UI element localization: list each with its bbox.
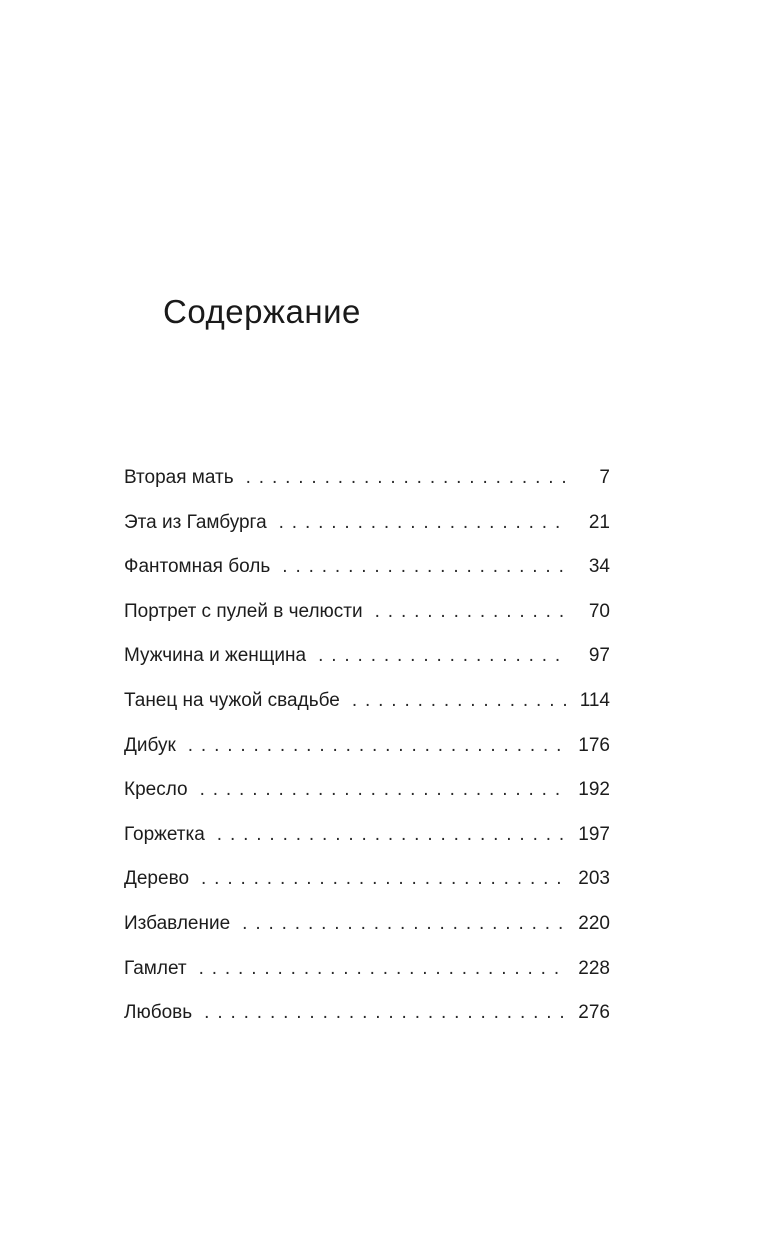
toc-entry-title: Избавление (124, 912, 231, 934)
toc-entry-page: 192 (578, 779, 610, 801)
toc-entry-title: Портрет с пулей в челюсти (124, 600, 363, 622)
toc-entry-title: Горжетка (124, 823, 205, 845)
toc-entry[interactable] (124, 998, 610, 1043)
toc-entry[interactable] (124, 641, 610, 686)
toc-entry[interactable] (124, 552, 610, 597)
toc-dot-leader (201, 864, 566, 894)
toc-entry-title: Гамлет (124, 957, 187, 979)
toc-entry-page: 7 (599, 467, 610, 488)
toc-entry[interactable] (124, 463, 610, 508)
toc-dot-leader (242, 909, 566, 939)
toc-dot-leader (246, 463, 566, 493)
toc-entry-title: Любовь (124, 1002, 193, 1024)
toc-entry-title: Танец на чужой свадьбе (124, 689, 340, 711)
toc-entry-title: Вторая мать (124, 467, 234, 488)
toc-entry[interactable] (124, 597, 610, 642)
toc-entry[interactable] (124, 731, 610, 776)
toc-dot-leader (282, 552, 566, 582)
toc-entry[interactable] (124, 954, 610, 999)
toc-entry-title: Фантомная боль (124, 556, 271, 578)
toc-dot-leader (188, 731, 566, 761)
toc-entry-title: Дерево (124, 868, 190, 890)
toc-dot-leader (200, 775, 566, 805)
toc-entry[interactable] (124, 775, 610, 820)
toc-entry[interactable] (124, 909, 610, 954)
toc-entry-title: Кресло (124, 779, 188, 801)
toc-entry-page: 114 (579, 689, 610, 711)
table-of-contents (124, 463, 610, 1043)
toc-dot-leader (279, 508, 566, 538)
toc-entry[interactable] (124, 686, 610, 731)
toc-dot-leader (199, 954, 566, 984)
page-title: Содержание (163, 293, 361, 330)
toc-entry[interactable] (124, 820, 610, 865)
toc-dot-leader (204, 998, 566, 1028)
toc-entry-page: 197 (578, 823, 610, 845)
toc-entry-title: Мужчина и женщина (124, 645, 307, 667)
toc-entry-page: 228 (578, 957, 610, 979)
toc-entry-page: 34 (588, 556, 610, 578)
toc-dot-leader (375, 597, 566, 627)
toc-dot-leader (318, 641, 566, 671)
toc-dot-leader (217, 820, 566, 850)
toc-entry-title: Эта из Гамбурга (124, 511, 267, 533)
toc-dot-leader (352, 686, 566, 716)
toc-entry-page: 203 (578, 868, 610, 890)
toc-entry-page: 276 (578, 1002, 610, 1024)
toc-entry-title: Дибук (124, 734, 176, 756)
toc-entry[interactable] (124, 508, 610, 553)
toc-entry-page: 220 (578, 912, 610, 934)
toc-entry-page: 21 (588, 511, 610, 533)
toc-entry-page: 97 (588, 645, 610, 667)
toc-entry-page: 176 (578, 734, 610, 756)
toc-entry-page: 70 (588, 600, 610, 622)
toc-entry[interactable] (124, 864, 610, 909)
